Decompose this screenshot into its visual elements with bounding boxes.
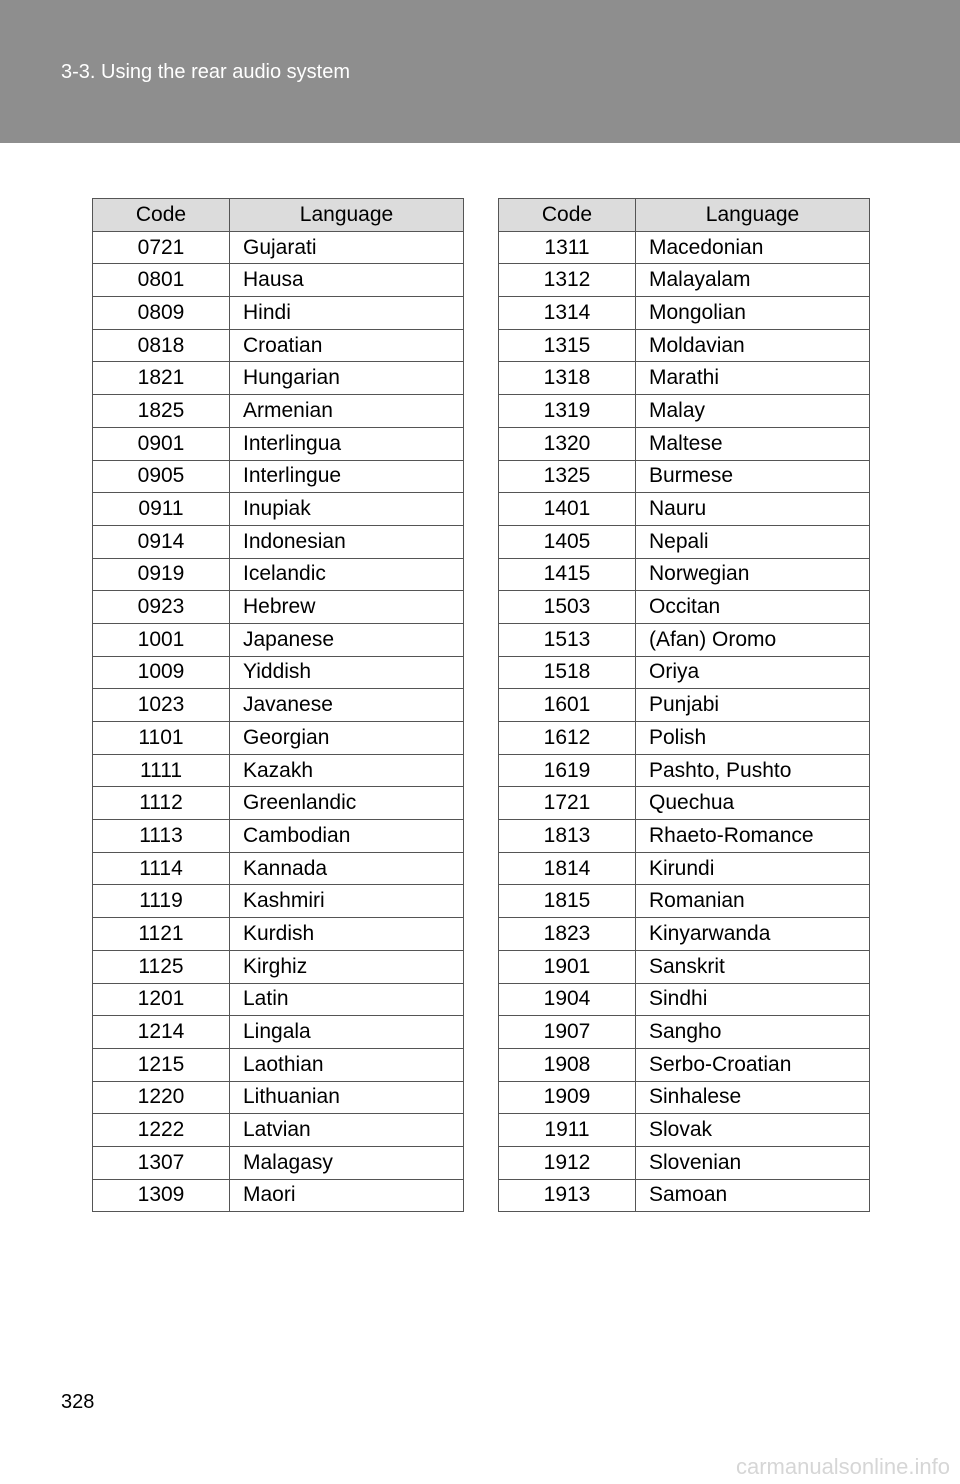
language-name-cell: Javanese	[230, 689, 464, 722]
table-row	[499, 297, 870, 330]
table-row	[93, 623, 464, 656]
language-name-cell: Sindhi	[636, 983, 870, 1016]
language-name-cell: Sangho	[636, 1016, 870, 1049]
table-row	[93, 1114, 464, 1147]
language-code-cell: 1215	[93, 1048, 230, 1081]
language-name-cell: Polish	[636, 722, 870, 755]
table-row	[499, 362, 870, 395]
language-code-cell: 0801	[93, 264, 230, 297]
table-row	[93, 264, 464, 297]
language-name-cell: Japanese	[230, 623, 464, 656]
language-name-cell: Indonesian	[230, 525, 464, 558]
table-row	[499, 427, 870, 460]
language-code-cell: 1415	[499, 558, 636, 591]
table-row	[93, 231, 464, 264]
language-name-cell: Malayalam	[636, 264, 870, 297]
language-code-cell: 1825	[93, 395, 230, 428]
table-row	[93, 591, 464, 624]
language-name-cell: Hebrew	[230, 591, 464, 624]
language-name-cell: Yiddish	[230, 656, 464, 689]
table-row	[499, 264, 870, 297]
language-name-cell: Georgian	[230, 722, 464, 755]
table-row	[93, 362, 464, 395]
table-row	[93, 885, 464, 918]
language-name-cell: Hausa	[230, 264, 464, 297]
language-code-cell: 1220	[93, 1081, 230, 1114]
language-name-cell: Maltese	[636, 427, 870, 460]
language-name-cell: Interlingua	[230, 427, 464, 460]
language-code-cell: 1813	[499, 820, 636, 853]
language-name-cell: Quechua	[636, 787, 870, 820]
table-row	[93, 1179, 464, 1212]
language-name-cell: Interlingue	[230, 460, 464, 493]
table-row	[93, 722, 464, 755]
table-row	[499, 885, 870, 918]
table-row	[499, 1146, 870, 1179]
language-name-cell: Mongolian	[636, 297, 870, 330]
language-code-cell: 1814	[499, 852, 636, 885]
table-row	[93, 525, 464, 558]
language-name-cell: Pashto, Pushto	[636, 754, 870, 787]
language-code-cell: 1307	[93, 1146, 230, 1179]
language-code-cell: 1405	[499, 525, 636, 558]
table-row	[93, 656, 464, 689]
language-name-cell: Samoan	[636, 1179, 870, 1212]
language-name-cell: Rhaeto-Romance	[636, 820, 870, 853]
table-row	[499, 329, 870, 362]
language-name-cell: Punjabi	[636, 689, 870, 722]
language-code-cell: 0911	[93, 493, 230, 526]
language-code-cell: 1601	[499, 689, 636, 722]
language-name-cell: Hungarian	[230, 362, 464, 395]
language-code-cell: 1125	[93, 950, 230, 983]
table-row	[93, 1081, 464, 1114]
language-name-cell: Slovenian	[636, 1146, 870, 1179]
table-row	[93, 558, 464, 591]
table-row	[93, 460, 464, 493]
language-code-cell: 1001	[93, 623, 230, 656]
table-row	[499, 591, 870, 624]
language-code-cell: 1904	[499, 983, 636, 1016]
language-code-cell: 1518	[499, 656, 636, 689]
language-name-cell: Cambodian	[230, 820, 464, 853]
table-row	[499, 1048, 870, 1081]
table-row	[499, 918, 870, 951]
language-code-cell: 1619	[499, 754, 636, 787]
language-code-cell: 1114	[93, 852, 230, 885]
language-code-cell: 0721	[93, 231, 230, 264]
table-row	[499, 395, 870, 428]
language-code-cell: 1320	[499, 427, 636, 460]
language-code-cell: 1513	[499, 623, 636, 656]
language-name-cell: Latin	[230, 983, 464, 1016]
language-code-cell: 1214	[93, 1016, 230, 1049]
column-header-code: Code	[93, 199, 230, 232]
table-row	[499, 493, 870, 526]
language-name-cell: Malay	[636, 395, 870, 428]
table-row	[499, 656, 870, 689]
table-row	[93, 852, 464, 885]
header-band	[0, 0, 960, 143]
language-code-cell: 1222	[93, 1114, 230, 1147]
language-code-cell: 0914	[93, 525, 230, 558]
language-code-cell: 1908	[499, 1048, 636, 1081]
language-name-cell: Romanian	[636, 885, 870, 918]
language-name-cell: Maori	[230, 1179, 464, 1212]
language-name-cell: Gujarati	[230, 231, 464, 264]
language-name-cell: Laothian	[230, 1048, 464, 1081]
language-name-cell: Inupiak	[230, 493, 464, 526]
language-code-cell: 1312	[499, 264, 636, 297]
language-name-cell: Sinhalese	[636, 1081, 870, 1114]
table-row	[93, 1146, 464, 1179]
table-row	[93, 1048, 464, 1081]
table-row	[499, 1081, 870, 1114]
language-code-cell: 1101	[93, 722, 230, 755]
language-code-table-right	[498, 198, 870, 1212]
language-name-cell: Kazakh	[230, 754, 464, 787]
language-name-cell: Norwegian	[636, 558, 870, 591]
table-row	[499, 460, 870, 493]
table-header-row	[93, 199, 464, 232]
table-row	[499, 852, 870, 885]
language-name-cell: Lingala	[230, 1016, 464, 1049]
language-code-cell: 1401	[499, 493, 636, 526]
column-header-language: Language	[230, 199, 464, 232]
language-code-cell: 1111	[93, 754, 230, 787]
language-name-cell: Slovak	[636, 1114, 870, 1147]
table-row	[499, 820, 870, 853]
language-name-cell: Moldavian	[636, 329, 870, 362]
language-code-cell: 1821	[93, 362, 230, 395]
language-code-table-left	[92, 198, 464, 1212]
language-code-cell: 1815	[499, 885, 636, 918]
language-code-cell: 1319	[499, 395, 636, 428]
language-code-cell: 1009	[93, 656, 230, 689]
language-code-cell: 0905	[93, 460, 230, 493]
column-header-language: Language	[636, 199, 870, 232]
language-name-cell: Nauru	[636, 493, 870, 526]
table-row	[499, 722, 870, 755]
language-code-cell: 1201	[93, 983, 230, 1016]
language-name-cell: Burmese	[636, 460, 870, 493]
table-row	[499, 231, 870, 264]
language-code-cell: 0919	[93, 558, 230, 591]
table-row	[499, 754, 870, 787]
language-code-cell: 1314	[499, 297, 636, 330]
table-row	[499, 787, 870, 820]
language-code-cell: 1113	[93, 820, 230, 853]
language-name-cell: Nepali	[636, 525, 870, 558]
table-row	[499, 525, 870, 558]
language-name-cell: Armenian	[230, 395, 464, 428]
table-row	[93, 918, 464, 951]
language-code-cell: 1121	[93, 918, 230, 951]
language-code-cell: 1909	[499, 1081, 636, 1114]
table-row	[499, 1016, 870, 1049]
table-row	[499, 1179, 870, 1212]
language-code-cell: 0809	[93, 297, 230, 330]
language-code-cell: 1823	[499, 918, 636, 951]
table-row	[93, 754, 464, 787]
language-name-cell: Kinyarwanda	[636, 918, 870, 951]
language-name-cell: Kirghiz	[230, 950, 464, 983]
table-row	[499, 983, 870, 1016]
language-name-cell: Lithuanian	[230, 1081, 464, 1114]
language-name-cell: Serbo-Croatian	[636, 1048, 870, 1081]
language-name-cell: Kashmiri	[230, 885, 464, 918]
language-code-cell: 1318	[499, 362, 636, 395]
language-code-cell: 1112	[93, 787, 230, 820]
language-code-cell: 1912	[499, 1146, 636, 1179]
table-row	[93, 297, 464, 330]
table-row	[93, 329, 464, 362]
language-name-cell: Kurdish	[230, 918, 464, 951]
language-code-cell: 0923	[93, 591, 230, 624]
watermark: carmanualsonline.info	[735, 1454, 950, 1479]
table-row	[499, 950, 870, 983]
language-code-cell: 0818	[93, 329, 230, 362]
section-title: 3-3. Using the rear audio system	[61, 61, 351, 83]
language-name-cell: Croatian	[230, 329, 464, 362]
table-row	[499, 689, 870, 722]
language-code-cell: 1119	[93, 885, 230, 918]
language-code-cell: 1023	[93, 689, 230, 722]
page-number: 328	[61, 1391, 95, 1413]
column-header-code: Code	[499, 199, 636, 232]
table-row	[93, 689, 464, 722]
language-name-cell: Hindi	[230, 297, 464, 330]
table-row	[93, 1016, 464, 1049]
table-row	[93, 427, 464, 460]
language-code-cell: 1911	[499, 1114, 636, 1147]
language-name-cell: Oriya	[636, 656, 870, 689]
language-code-cell: 1721	[499, 787, 636, 820]
language-name-cell: Latvian	[230, 1114, 464, 1147]
table-row	[499, 623, 870, 656]
table-row	[499, 1114, 870, 1147]
language-code-cell: 1503	[499, 591, 636, 624]
language-name-cell: Kirundi	[636, 852, 870, 885]
language-name-cell: Malagasy	[230, 1146, 464, 1179]
language-code-cell: 1315	[499, 329, 636, 362]
language-code-cell: 1913	[499, 1179, 636, 1212]
language-code-cell: 1325	[499, 460, 636, 493]
language-name-cell: Occitan	[636, 591, 870, 624]
language-name-cell: Sanskrit	[636, 950, 870, 983]
table-row	[93, 787, 464, 820]
language-code-cell: 1612	[499, 722, 636, 755]
table-row	[499, 558, 870, 591]
table-row	[93, 820, 464, 853]
language-name-cell: Marathi	[636, 362, 870, 395]
language-code-cell: 1309	[93, 1179, 230, 1212]
language-code-cell: 1311	[499, 231, 636, 264]
language-name-cell: Macedonian	[636, 231, 870, 264]
table-header-row	[499, 199, 870, 232]
language-code-cell: 1907	[499, 1016, 636, 1049]
language-code-cell: 1901	[499, 950, 636, 983]
language-name-cell: Kannada	[230, 852, 464, 885]
language-code-cell: 0901	[93, 427, 230, 460]
language-name-cell: Greenlandic	[230, 787, 464, 820]
language-name-cell: (Afan) Oromo	[636, 623, 870, 656]
table-row	[93, 983, 464, 1016]
table-row	[93, 395, 464, 428]
language-name-cell: Icelandic	[230, 558, 464, 591]
table-row	[93, 493, 464, 526]
table-row	[93, 950, 464, 983]
